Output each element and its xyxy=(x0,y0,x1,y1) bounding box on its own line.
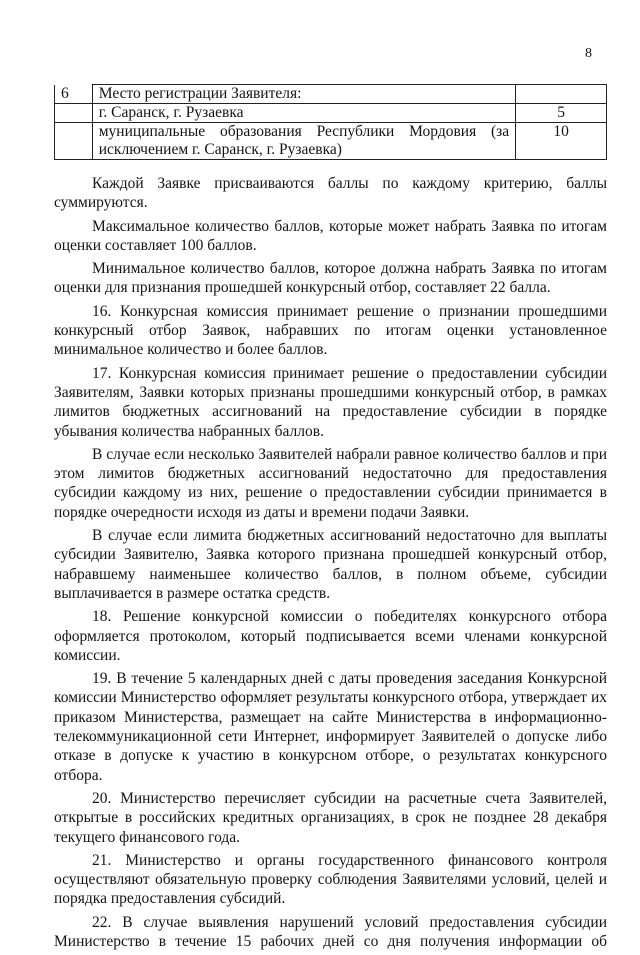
paragraph: В случае если несколько Заявителей набрали равное количество баллов и при этом лимитов бюджетных ассигнований недостаточно для предоставления субсидии каждому из них, решение о предоставлении субсидии принимается в порядке очередности исходя из даты и времени подачи Заявки. xyxy=(54,445,607,521)
paragraph: Каждой Заявке присваиваются баллы по каждому критерию, баллы суммируются. xyxy=(54,175,607,212)
paragraph: 16. Конкурсная комиссия принимает решение о признании прошедшими конкурсный отбор Заявок, набравших по итогам оценки установленное минимальное количество и более баллов. xyxy=(54,302,607,359)
criterion-text xyxy=(92,123,515,160)
criteria-table xyxy=(54,84,607,160)
criterion-text: Место регистрации Заявителя: xyxy=(92,85,515,104)
criterion-number xyxy=(55,104,93,123)
paragraph: 17. Конкурсная комиссия принимает решение о предоставлении субсидии Заявителям, Заявки которых признаны прошедшими конкурсный отбор, в рамках лимитов бюджетных ассигнований на предоставление субсидии в порядке убывания количества набранных баллов. xyxy=(54,364,607,440)
criterion-text-line: муниципальные образования Республики Мордовия (за xyxy=(98,123,510,140)
paragraph: Максимальное количество баллов, которые может набрать Заявка по итогам оценки составляет 100 баллов. xyxy=(54,217,607,254)
table-row xyxy=(55,85,607,104)
criterion-number: 6 xyxy=(55,85,93,104)
paragraph: В случае если лимита бюджетных ассигнований недостаточно для выплаты субсидии Заявителю, Заявка которого признана прошедшей конкурсный отбор, набравшему наименьшее количество баллов, в полном объеме, субсидии выплачивается в размере остатка средств. xyxy=(54,527,607,602)
paragraph: 20. Министерство перечисляет субсидии на расчетные счета Заявителей, открытые в российских кредитных организациях, в срок не позднее 28 декабря текущего финансового года. xyxy=(54,789,607,846)
paragraph: 18. Решение конкурсной комиссии о победителях конкурсного отбора оформляется протоколом, который подписывается всеми членами конкурсной комиссии. xyxy=(54,608,607,664)
criterion-text-line: исключением г. Саранск, г. Рузаевка) xyxy=(98,141,342,158)
criterion-score: 5 xyxy=(516,104,607,123)
table-row xyxy=(55,104,607,123)
criterion-score: 10 xyxy=(516,123,607,160)
page-number: 8 xyxy=(585,46,592,61)
paragraph: Минимальное количество баллов, которое должна набрать Заявка по итогам оценки для признания прошедшей конкурсный отбор, составляет 22 балла. xyxy=(54,260,607,297)
criterion-number xyxy=(55,123,93,160)
paragraph: 22. В случае выявления нарушений условий предоставления субсидии Министерство в течение 15 рабочих дней со дня получения информации об xyxy=(54,913,607,950)
criterion-text: г. Саранск, г. Рузаевка xyxy=(92,104,515,123)
paragraph: 19. В течение 5 календарных дней с даты проведения заседания Конкурсной комиссии Министерство оформляет результаты конкурсного отбора, утверждает их приказом Министерства, размещает на сайте Министерства в информационно-телекоммуникационной сети Интернет, информирует Заявителей о допуске либо отказе в допуске к участию в конкурсном отборе, о результатах конкурсного отбора. xyxy=(54,670,607,784)
document-body xyxy=(54,174,607,955)
criterion-score xyxy=(516,85,607,104)
paragraph: 21. Министерство и органы государственного финансового контроля осуществляют обязательную проверку соблюдения Заявителями условий, целей и порядка предоставления субсидий. xyxy=(54,851,607,908)
table-row xyxy=(55,123,607,160)
